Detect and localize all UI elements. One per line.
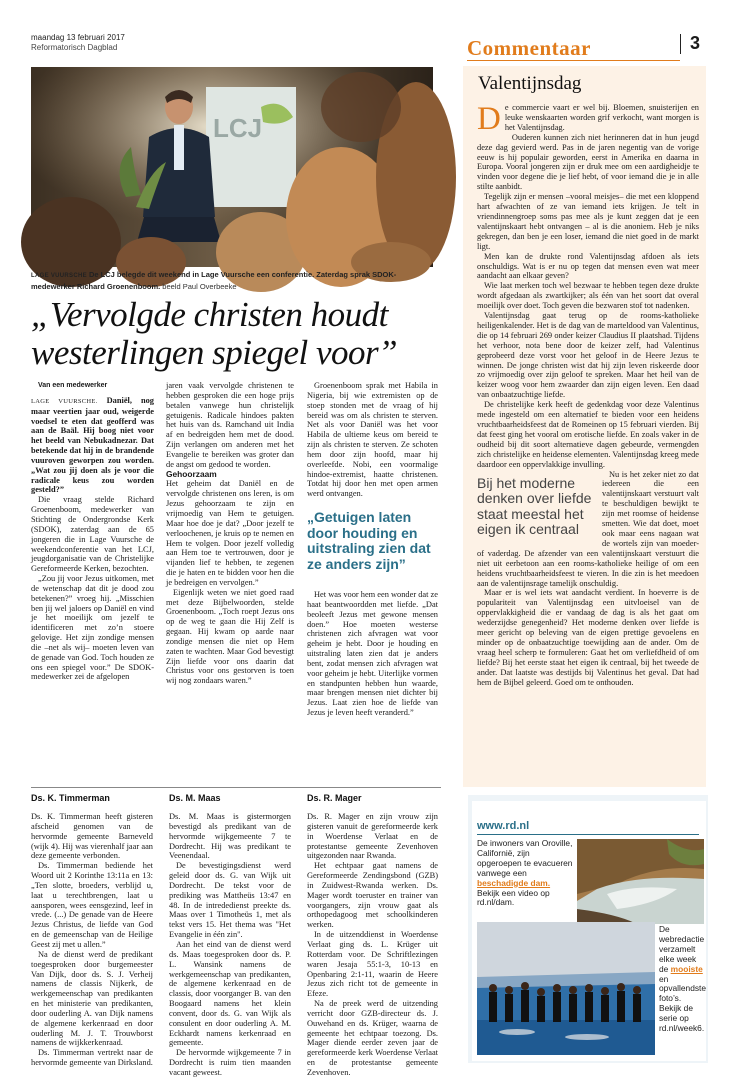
paragraph: „Zou jij voor Jezus uitkomen, met de wetenschap dat dit je dood zou betekenen?” vroeg hij. „Misschien ben jij wel jaloers op Daniël en vind je het moeilijk om jezelf te identificeren met zo’n stoere gelovige. Het zijn zondige mensen die –net als wij– moeten leven van de genade van God. Toch houden ze ons een spiegel voor.” De SDOK-medewerker zei de afgelopen [31, 574, 154, 682]
paragraph: In de uitzenddienst in Woerdense Verlaat ging ds. L. Krüger uit Rotterdam voor. De Schriftlezingen waren Jesaja 55:1-3, 10-13 en Openbaring 2:1-11, waarin de Heere Jezus zich richt tot de gemeente in Efeze. [307, 930, 438, 999]
paragraph: Ds. K. Timmerman heeft gisteren afscheid genomen van de hervormde gemeente Barneveld (wijk 4). Hij was vierenhalf jaar aan deze gemeente verbonden. [31, 812, 153, 861]
commentary-body [477, 103, 699, 687]
paragraph: Het was voor hem een wonder dat ze haat beantwoordden met liefde. „Dat beoleeft Jezus met gewone mensen doen.” Hoe moeten westerse christenen zich afvragen wat voor geheim je hebt. Door je houding en uitstraling laten zien dat je anders bent, zodat mensen zich afvragen wat voor geheim je hebt. Uiterlijke vormen en standpunten hebben hun waarde, maar brengen mensen niet dichter bij Jezus. Laat zien hoe de liefde van Jezus je leven heeft veranderd.” [307, 590, 438, 718]
article-byline: Van een medewerker [38, 382, 108, 389]
paragraph: Tegelijk zijn er mensen –vooral meisjes– die met een kloppend hart afwachten of ze van iemand iets krijgen. Je telt in vriendinnengroep soms pas mee als je kunt zeggen dat je een valentijnskaart hebt ontvangen – al is die anoniem. Heb je niks gekregen, dan ben je een loser, iemand die niet goed in de markt ligt. [477, 192, 699, 251]
church-news-column-2 [169, 812, 291, 1078]
paragraph: Ds. Timmerman vertrekt naar de hervormde gemeente van Dirksland. [31, 1048, 153, 1068]
article-column-3 [307, 381, 438, 499]
paragraph: Nu is het zeker niet zo dat iedereen die een valentijnskaart verstuurt valt te beschuldigen bewijkt te zijn met roomse of heidense smetten. Wie dat doet, moet ook maar eens nagaan wat de wortels zijn van moeder- of vaderdag. De afzender van een valentijnskaart verstuurt die niet uit eerbetoon aan een rooms-katholieke heilige of om een heidens vruchtbaarheidsfeest te vieren. In die zin is het meedoen aan de valentijnsrage tamelijk onschuldig. [477, 469, 699, 588]
article-pull-quote: „Getuigen laten door houding en uitstraling zien dat ze anders zijn” [307, 509, 431, 572]
section-divider [31, 787, 441, 788]
paragraph: Groenenboom sprak met Habila in Nigeria, bij wie extremisten op de stoep stonden met de vraag of hij bereid was om als christen te sterven. Net als voor Daniël was het voor Habila de ultieme keus om bereid te zijn als christen te sterven. Ze schoten hem door zijn hoofd, maar hij overleefde. Nobi, een voormalige hindoe-extremist, haatte christenen. Totdat hij door hen met open armen werd ontvangen. [307, 381, 438, 499]
paragraph: Valentijnsdag gaat terug op de rooms-katholieke heiligenkalender. Het is de dag van de marteldood van Valentinus, die op 14 februari 269 onder keizer Claudius II plaatshad. Tijdens het verhoor, nota bene door de keizer zelf, had Valentinus geprobeerd deze vorst voor het geloof in de Heere Jezus te winnen. De jonge christen wist dat hij zijn leven riskeerde door zo vrijmoedig over zijn geloof te spreken. Maar het heil van de keizer woog voor hem zwaarder dan zijn eigen leven. Een daad van onbaatzuchtige liefde. [477, 311, 699, 400]
promo-text: en opvallendste foto’s. Bekijk de serie op rd.nl/week6. [659, 973, 707, 1034]
paragraph [477, 101, 699, 137]
banner-lcj: LCJ [213, 113, 263, 143]
commentary-pull-quote: Bij het moderne denken over liefde staat meestal het eigen ik centraal [477, 474, 592, 538]
promo-text: De inwoners van Oroville, Californië, zijn opgeroepen te evacueren vanwege een [477, 838, 573, 878]
article-column-2 [166, 381, 294, 686]
dropcap: D [477, 101, 501, 137]
section-rule [467, 60, 680, 61]
paragraph: Maar er is wel iets wat aandacht verdient. In hoeverre is de populariteit van Valentijnsdag een uitvloeisel van de oppervlakkigheid die er vandaag de dag is als het gaat om wederzijdse genegenheid? Het moderne denken over liefde is meer gericht op beleving van de eigen prettige gevoelens en minder op de onbaatzuchtige toewijding aan de ander. Om de vraag heel scherp te formuleren: Gaat het om verliefdheid of om liefde? Bij het eerste staat het eigen ik centraal, bij het tweede de ander. Dat laatste was destijds bij Valentinus het geval. Dat had hem de Bijbel geleerd. Goed om te onthouden. [477, 588, 699, 687]
page-number: 3 [690, 33, 701, 53]
article-dateline: LAGE VUURSCHE. [31, 397, 98, 405]
paragraph: jaren vaak vervolgde christenen te hebben gesproken die een hoge prijs betalen vanwege hun christelijk getuigenis. Radicale hindoes pakten het huis van ds. Ramchand uit India af en bedreigden hem met de dood. Zijn verlangen om anderen met het Evangelie te bereiken was groter dan de angst om gedood te worden. [166, 381, 294, 469]
article-headline: „Vervolgde christen houdt westerlingen spiegel voor” [31, 295, 398, 372]
paragraph: Eigenlijk weten we niet goed raad met deze Bijbelwoorden, stelde Groenenboom. „Toch roept Jezus ons op de weg te gaan die Hij Zelf is gegaan. Hij kwam op aarde naar zondige mensen die niet op Hem zaten te wachten. Maar God bevestigt Zijn liefde voor ons daarin dat Christus voor ons gestorven is toen wij nog zondaars waren.” [166, 587, 294, 686]
paragraph-text: e commercie vaart er wel bij. Bloemen, snuisterijen en leuke wenskaarten worden grif verkocht, want morgen is het Valentijnsdag. [504, 103, 699, 132]
paragraph: Het geheim dat Daniël en de vervolgde christenen ons leren, is om Jezus gehoorzaam te zijn en vrijmoedig van Hem te getuigen. Maar hoe doe je dat? „Door jezelf te verloochenen, je kruis op te nemen en Hem te volgen. Door jezelf volledig aan Hem toe te vertrouwen, door je vijanden lief te hebben, te zegenen die je haten en te bidden voor hen die je bedreigen en vervolgen.” [166, 479, 294, 587]
newspaper-name: Reformatorisch Dagblad [31, 43, 118, 52]
article-column-3-continued [307, 590, 438, 718]
photos-link[interactable]: mooiste [670, 963, 703, 974]
paragraph: Aan het eind van de dienst werd ds. Maas toegesproken door ds. P. L. Wansink namens de werkgemeenschap van predikanten, de algemene kerkenraad en de classis, door voorganger B. van den Boogaard namens het klein convent, door ds. G. van Wijk als consulent en door ouderling A. M. Eckhardt namens kerkenraad en gemeente. [169, 939, 291, 1048]
paragraph: Ds. Timmerman bediende het Woord uit 2 Korinthe 13:11a en 13: „Ten slotte, broeders, verblijd u, laat u terechtbrengen, laat u aansporen, wees eensgezind, leef in vrede. (...) De genade van de Heere Jezus Christus, de liefde van God en de gemeenschap van de Heilige Geest zij met u allen.” [31, 861, 153, 949]
website-title-rule [477, 834, 699, 835]
church-news-column-1 [31, 812, 153, 1068]
page-divider [680, 34, 681, 54]
dam-link[interactable]: beschadigde dam. [477, 877, 551, 888]
promo-text-dam [477, 839, 574, 908]
article-column-1 [31, 381, 154, 682]
paragraph: Na de preek werd de uitzending verricht door GZB-directeur ds. J. Ouwehand en ds. Krüger, waarna de gemeente het echtpaar toezong. Ds. Mager diende eerder zeven jaar de gereformeerde kerk Woerdense Verlaat en de protestantse gemeente Zevenhoven. [307, 999, 438, 1077]
website-title[interactable]: www.rd.nl [477, 820, 530, 832]
paragraph: De christelijke kerk heeft de gedenkdag voor deze Valentinus mede ingesteld om een alternatief te bieden voor een heidens vruchtbaarheidsfeest dat de Romeinen op 15 februari vierden. Bij dat feest ging het vooral om erotische liefde. En zoals vaker in de oudheid bij dit soort alternatieve dagen gebeurde, vermengden zich christelijke en heidense elementen. Valentijnsdag kreeg mede daardoor een oppervlakkige invulling. [477, 400, 699, 469]
issue-date: maandag 13 februari 2017 [31, 33, 125, 42]
paragraph: Het echtpaar gaat namens de Gereformeerde Zendingsbond (GZB) in Zuidwest-Rwanda werken. Ds. Mager wordt toeruster en trainer van voorgangers, zijn vrouw gaat als orthopedagoog met schoolkinderen werken. [307, 861, 438, 930]
photo-caption [31, 270, 433, 291]
conference-photo [31, 67, 433, 267]
dam-photo [577, 839, 704, 924]
caption-credit: beeld Paul Overbeeke [162, 281, 237, 291]
paragraph: Na de dienst werd de predikant toegesproken door burgemeester Van Dijk, door ds. S. J. Verheij namens de classis Nijkerk, de werkgemeenschap van predikanten en het ministerie van predikanten, door ouderling A. van Dijk namens de algemene kerkenraad en door ouderling M. J. T. Trouwborst namens de wijkkerkenraad. [31, 949, 153, 1048]
church-news-title-2: Ds. M. Maas [169, 793, 221, 803]
paragraph: Ds. M. Maas is gistermorgen bevestigd als predikant van de hervormde wijkgemeente 7 te Dordrecht. Hij was predikant te Veenendaal. [169, 812, 291, 861]
promo-text: Bekijk een video op rd.nl/dam. [477, 887, 550, 908]
church-news-title-3: Ds. R. Mager [307, 793, 362, 803]
children-photo [477, 922, 655, 1055]
paragraph: De bevestigingsdienst werd geleid door ds. G. van Wijk uit Dordrecht. De tekst voor de prediking was Mattheüs 13:47 en 48. In de intrededienst preekte ds. Maas over 1 Timotheüs 1, met als tekst vers 15. Het thema was "Het Evangelie in één zin". [169, 861, 291, 940]
paragraph: De hervormde wijkgemeente 7 in Dordrecht is ruim tien maanden vacant geweest. [169, 1048, 291, 1077]
paragraph: Ouderen kunnen zich niet herinneren dat in hun jeugd deze dag gevierd werd. Pas in de jaren negentig van de vorige eeuw is hij populair geworden, eerst in Amerika en daarna in Europa. Vooral jongeren zijn er druk mee om een aardigheidje te vinden voor degene die je lief hebt, of voor iemand die je in alle stilte aanbidt. [477, 132, 699, 192]
paragraph: Ds. R. Mager en zijn vrouw zijn gisteren vanuit de gereformeerde kerk in Woerdense Verlaat en de protestantse gemeente Zevenhoven uitgezonden naar Rwanda. [307, 812, 438, 861]
article-subhead: Gehoorzaam [166, 468, 217, 479]
church-news-title-1: Ds. K. Timmerman [31, 793, 110, 803]
paragraph: Wie laat merken toch wel bezwaar te hebben tegen deze drukte wordt afgedaan als zwartkijker; als één van het soort dat overal moeilijk over doet. Toch geven die bezwaren stof tot nadenken. [477, 281, 699, 311]
section-title: Commentaar [467, 36, 591, 60]
church-news-column-3 [307, 812, 438, 1078]
article-lead-text: Daniël, nog maar veertien jaar oud, weigerde voedsel te eten dat geofferd was aan de Baäl. Hij boog niet voor het beeld van Nebukadnezar. Dat betekende dat hij in de brandende vuuroven geworpen zou worden. „Wat zou jij doen als je voor die radicale keus zou worden gesteld?” [31, 395, 154, 495]
article-lead [31, 396, 154, 495]
promo-text-photos [659, 925, 705, 1034]
caption-location: LAGE VUURSCHE [31, 273, 87, 279]
paragraph: Die vraag stelde Richard Groenenboom, medewerker van Stichting de Ondergrondse Kerk (SDOK), zaterdag aan de 65 jongeren die in Lage Vuursche de weekendconferentie van het LCJ, jeugdorganisatie van de Christelijke Gereformeerde Kerken, bezochten. [31, 495, 154, 574]
promo-text: De webredactie verzamelt elke week de [659, 924, 705, 974]
paragraph: Men kan de drukte rond Valentijnsdag afdoen als iets onschuldigs. Wat is er nu op tegen dat mensen even wat meer aandacht aan elkaar geven? [477, 251, 699, 281]
commentary-title: Valentijnsdag [478, 73, 582, 94]
caption-text: De LCJ belegde dit weekend in Lage Vuursche een conferentie. Zaterdag sprak SDOK-medewerker Richard Groenenboom. [31, 270, 397, 291]
